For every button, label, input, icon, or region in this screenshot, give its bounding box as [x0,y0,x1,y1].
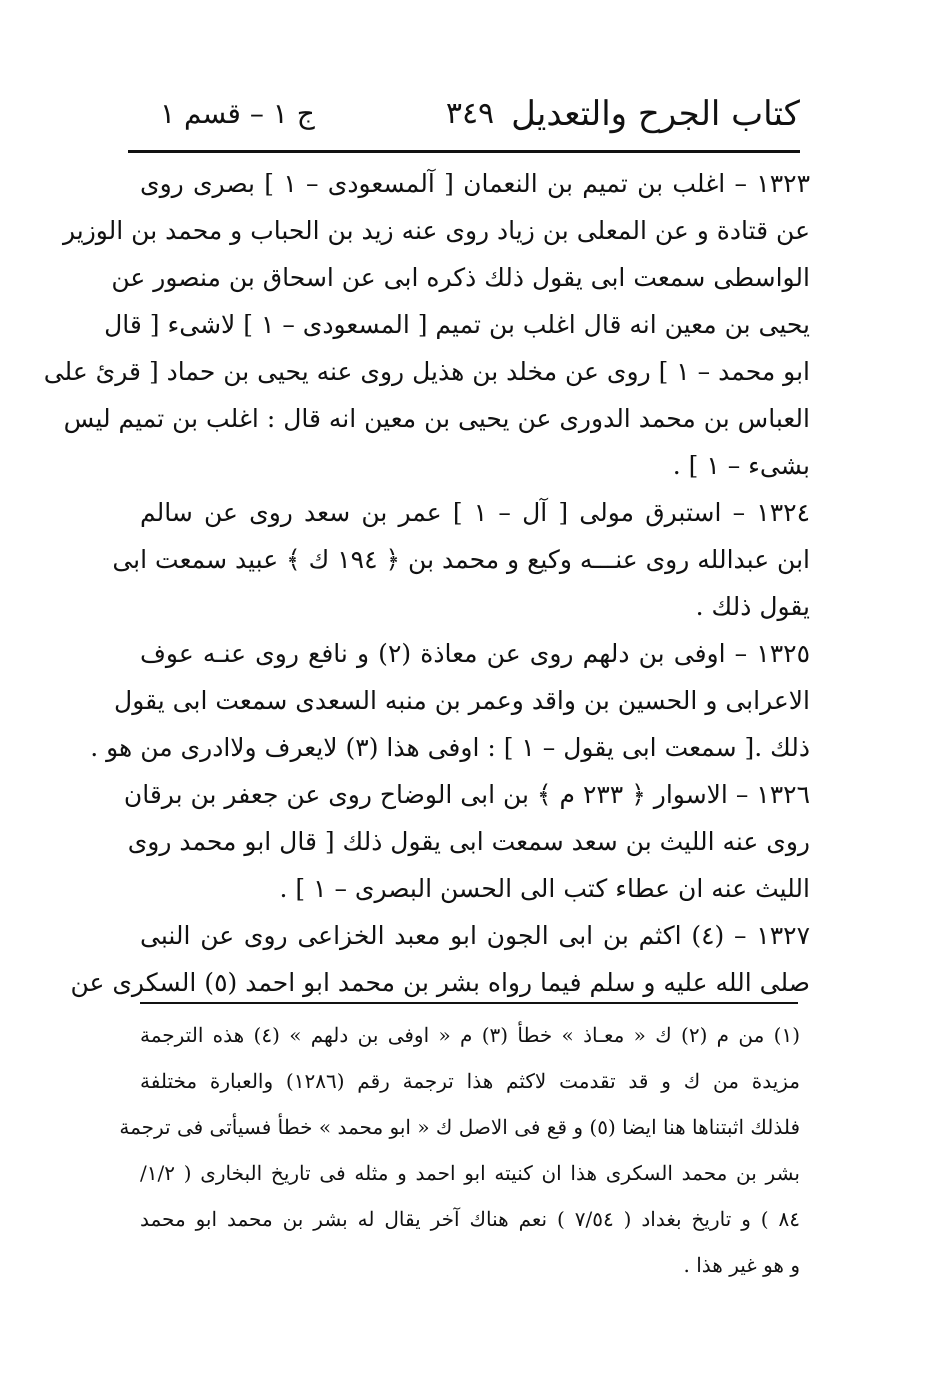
page-number: ٣٤٩ [445,96,495,131]
text-line: بشىء – ١ ] . [672,451,810,480]
footnotes [119,1012,801,1288]
text-line: ١٣٢٧ – (٤) اكثم بن ابى الجون ابو معبد الخزاعى روى عن النبى [140,921,810,950]
footnote-line: بشر بن محمد السكرى هذا ان كنيته ابو احمد و مثله فى تاريخ البخارى ( ١/٢/ [140,1161,800,1185]
text-line: الليث عنه ان عطاء كتب الى الحسن البصرى – ١ ] . [279,874,810,903]
footnote-rule [140,1002,798,1004]
footnote-line: و هو غير هذا . [683,1253,800,1277]
text-line: ابو محمد – ١ ] روى عن مخلد بن هذيل روى عنه يحيى بن حماد [ قرئ على [43,357,810,386]
volume-part: ج ١ – قسم ١ [160,97,315,130]
text-line: العباس بن محمد الدورى عن يحيى بن معين انه قال : اغلب بن تميم ليس [63,404,810,433]
book-title: كتاب الجرح والتعديل [511,94,800,134]
text-line: ١٣٢٦ – الاسوار ﴿ ٢٣٣ م ﴾ بن ابى الوضاح روى عن جعفر بن برقان [123,780,810,809]
text-line: ١٣٢٥ – اوفى بن دلهم روى عن معاذة (٢) و نافع روى عنـه عوف [140,639,811,668]
text-line: الاعرابى و الحسين بن واقد وعمر بن منبه السعدى سمعت ابى يقول [114,686,810,715]
text-line: صلى الله عليه و سلم فيما رواه بشر بن محمد ابو احمد (٥) السكرى عن [70,968,810,997]
text-line: روى عنه الليث بن سعد سمعت ابى يقول ذلك [ قال ابو محمد روى [127,827,810,856]
text-line: ١٣٢٤ – استبرق مولى [ آل – ١ ] عمر بن سعد روى عن سالم [140,498,810,527]
text-line: الواسطى سمعت ابى يقول ذلك ذكره ابى عن اسحاق بن منصور عن [111,263,810,292]
text-line: عن قتادة و عن المعلى بن زياد روى عنه زيد بن الحباب و محمد بن الوزير [62,216,810,245]
main-text [43,160,811,1006]
running-header [140,92,800,142]
text-line: ابن عبدالله روى عنـــه وكيع و محمد بن ﴿ ١٩٤ ك ﴾ عبيد سمعت ابى [112,545,810,574]
header-rule [128,150,800,153]
footnote-line: ٨٤ ) و تاريخ بغداد ( ٧/٥٤ ) نعم هناك آخر يقال له بشر بن محمد ابو محمد [140,1207,800,1231]
text-line: يقول ذلك . [695,592,810,621]
text-line: ١٣٢٣ – اغلب بن تميم بن النعمان [ آلمسعودى – ١ ] بصرى روى [140,169,811,198]
footnote-line: فلذلك اثبتناها هنا ايضا (٥) و قع فى الاصل ك « ابو محمد » خطأ فسيأتى فى ترجمة [119,1115,800,1139]
text-line: ذلك .[ سمعت ابى يقول – ١ ] : اوفى هذا (٣) لايعرف ولاادرى من هو . [90,733,810,762]
text-line: يحيى بن معين انه قال اغلب بن تميم [ المسعودى – ١ ] لاشىء [ قال [104,310,810,339]
footnote-line: (١) من م (٢) ك « معـاذ » خطأ (٣) م « اوفى بن دلهم » (٤) هذه الترجمة [140,1023,800,1047]
footnote-line: مزيدة من ك و قد تقدمت لاكثم هذا ترجمة رقم (١٢٨٦) والعبارة مختلفة [140,1069,801,1093]
